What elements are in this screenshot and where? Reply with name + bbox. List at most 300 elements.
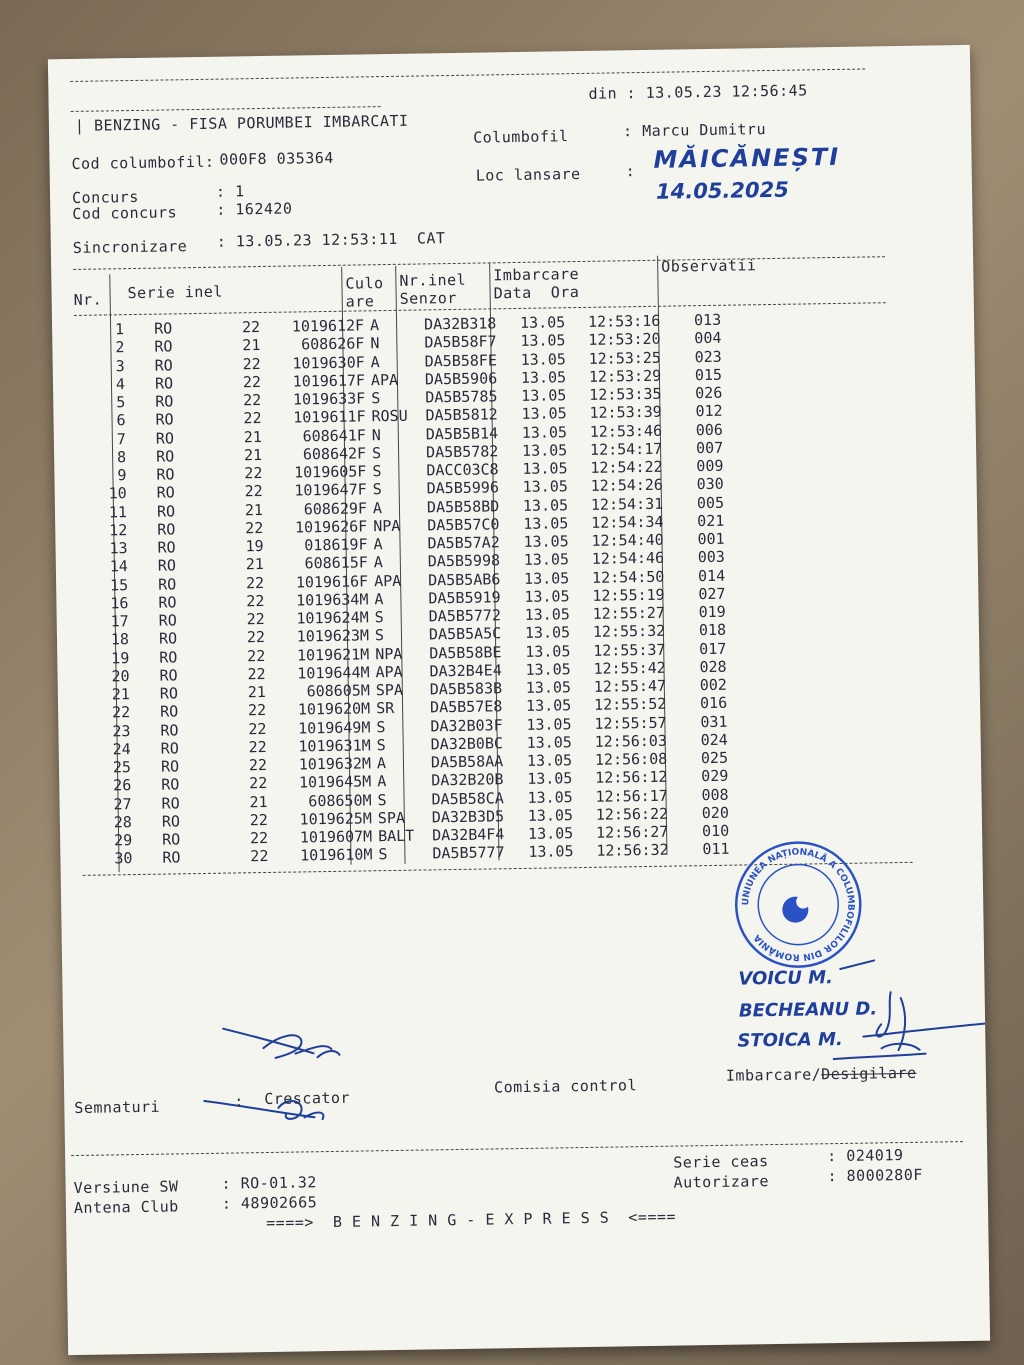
- loc-lansare-handwritten: MĂICĂNEȘTI: [653, 142, 841, 174]
- row-nr: 27: [113, 794, 132, 813]
- col-nr-header: Nr.: [73, 290, 103, 309]
- row-country: RO: [158, 593, 177, 612]
- row-country: RO: [159, 684, 179, 703]
- row-nr: 1: [114, 320, 125, 339]
- row-nr: 4: [115, 374, 126, 394]
- row-nr: 19: [111, 648, 130, 667]
- row-time: 12:55:57: [594, 713, 667, 733]
- row-nr: 9: [117, 466, 127, 485]
- row-observatii: 028: [699, 657, 727, 676]
- row-year: 22: [246, 609, 265, 629]
- concurs-value: : 1: [215, 182, 245, 201]
- row-nr: 11: [108, 502, 128, 521]
- row-color: SR: [375, 699, 395, 718]
- row-observatii: 026: [695, 383, 723, 403]
- row-color: A: [372, 498, 383, 517]
- row-observatii: 015: [694, 365, 723, 384]
- row-color: NPA: [375, 644, 403, 663]
- row-date: 13.05: [521, 386, 567, 405]
- row-date: 13.05: [525, 678, 572, 697]
- col-serie-header: Serie inel: [127, 282, 224, 303]
- row-ring-number: 1019605F: [294, 462, 367, 482]
- row-ring-number: 608626F: [301, 334, 365, 354]
- row-year: 22: [249, 810, 268, 829]
- row-color: S: [376, 735, 386, 754]
- row-time: 12:53:20: [588, 329, 661, 350]
- col-culoare-header-2: are: [345, 292, 375, 311]
- row-nr: 23: [112, 721, 131, 740]
- embarkation-sheet: [48, 45, 990, 1355]
- row-sensor: DA32B3D5: [431, 806, 505, 827]
- row-nr: 7: [116, 429, 126, 448]
- row-country: RO: [158, 629, 178, 648]
- row-ring-number: 1019649M: [298, 717, 371, 737]
- release-date-handwritten: 14.05.2025: [655, 177, 790, 204]
- row-observatii: 031: [700, 712, 728, 731]
- row-color: N: [370, 334, 380, 353]
- row-country: RO: [160, 702, 179, 721]
- row-date: 13.05: [525, 641, 571, 661]
- row-time: 12:55:19: [592, 585, 665, 605]
- row-color: ROSU: [371, 406, 408, 426]
- row-date: 13.05: [528, 842, 574, 862]
- row-year: 22: [244, 464, 263, 483]
- comisia-control-label: Comisia control: [493, 1076, 638, 1097]
- row-year: 22: [242, 354, 261, 373]
- row-country: RO: [161, 812, 181, 831]
- row-year: 22: [250, 847, 269, 866]
- row-color: A: [377, 772, 387, 791]
- row-observatii: 021: [697, 511, 725, 530]
- sincronizare-value: : 13.05.23 12:53:11 CAT: [216, 229, 446, 251]
- row-date: 13.05: [526, 714, 572, 734]
- antena-value: : 48902665: [221, 1193, 318, 1213]
- row-ring-number: 1019620M: [297, 699, 371, 719]
- document-title: | BENZING - FISA PORUMBEI IMBARCATI: [74, 111, 409, 135]
- row-time: 12:55:42: [593, 658, 666, 678]
- row-time: 12:55:32: [592, 621, 666, 642]
- row-date: 13.05: [527, 824, 574, 843]
- row-year: 22: [248, 719, 267, 738]
- row-time: 12:54:34: [591, 512, 664, 532]
- row-sensor: DA5B57E8: [429, 697, 503, 717]
- row-time: 12:56:12: [595, 767, 668, 788]
- row-nr: 15: [109, 575, 129, 594]
- row-nr: 14: [109, 557, 128, 576]
- club-stamp: [732, 839, 864, 971]
- cod-columbofil-value: 000F8 035364: [219, 148, 334, 169]
- row-ring-number: 1019634M: [296, 590, 369, 610]
- loc-lansare-label: Loc lansare: [475, 164, 581, 185]
- row-nr: 6: [116, 411, 126, 430]
- row-country: RO: [161, 775, 180, 794]
- row-ring-number: 1019631M: [298, 736, 371, 756]
- row-observatii: 024: [700, 730, 728, 749]
- row-country: RO: [156, 483, 175, 502]
- row-country: RO: [157, 538, 176, 557]
- row-sensor: DA5B57A2: [427, 533, 500, 553]
- row-time: 12:54:17: [589, 439, 663, 459]
- row-date: 13.05: [527, 769, 573, 789]
- col-imbarcare-header: Imbarcare: [493, 265, 580, 285]
- row-country: RO: [160, 757, 180, 776]
- row-year: 21: [242, 336, 261, 355]
- row-ring-number: 1019625M: [299, 809, 372, 829]
- row-time: 12:54:26: [590, 475, 664, 496]
- row-ring-number: 608615F: [304, 553, 368, 573]
- row-ring-number: 608642F: [302, 444, 367, 464]
- antena-label: Antena Club: [73, 1197, 179, 1218]
- imbarcare-desigilare-label: [726, 1064, 917, 1085]
- row-nr: 2: [115, 338, 125, 357]
- row-time: 12:55:52: [593, 694, 667, 715]
- row-time: 12:53:16: [587, 311, 661, 331]
- row-date: 13.05: [523, 513, 569, 533]
- row-nr: 24: [112, 739, 131, 759]
- crescator-signature-1: [223, 1027, 339, 1059]
- row-date: 13.05: [521, 422, 568, 442]
- row-year: 22: [241, 318, 261, 337]
- row-country: RO: [155, 392, 174, 411]
- row-observatii: 006: [695, 420, 724, 439]
- row-country: RO: [162, 848, 181, 867]
- print-date: din : 13.05.23 12:56:45: [588, 81, 808, 103]
- row-sensor: DA32B318: [423, 314, 497, 334]
- row-year: 22: [242, 372, 262, 392]
- row-observatii: 004: [694, 329, 722, 348]
- row-time: 12:55:37: [593, 640, 666, 660]
- row-sensor: DA32B20B: [431, 770, 504, 790]
- row-sensor: DA5B58BE: [429, 642, 502, 662]
- row-nr: 29: [113, 831, 133, 850]
- row-country: RO: [153, 319, 173, 338]
- row-nr: 21: [111, 685, 131, 704]
- row-year: 22: [249, 774, 268, 793]
- row-year: 22: [247, 701, 267, 720]
- row-observatii: 025: [700, 748, 729, 768]
- row-color: S: [374, 608, 384, 627]
- row-ring-number: 1019611F: [293, 407, 366, 427]
- row-sensor: DACC03C8: [426, 460, 499, 480]
- row-country: RO: [155, 428, 175, 448]
- row-color: S: [377, 790, 387, 809]
- table-top-rule: [73, 256, 885, 270]
- row-time: 12:54:40: [591, 530, 664, 550]
- row-country: RO: [154, 374, 174, 393]
- row-sensor: DA5B5998: [427, 551, 501, 571]
- row-ring-number: 1019617F: [292, 371, 366, 391]
- row-year: 22: [246, 591, 265, 611]
- row-date: 13.05: [526, 751, 573, 770]
- row-sensor: DA5B5996: [426, 478, 500, 498]
- row-sensor: DA5B5777: [432, 843, 505, 863]
- row-date: 13.05: [522, 495, 569, 515]
- row-color: S: [378, 845, 388, 864]
- row-year: 21: [247, 682, 266, 702]
- row-ring-number: 1019616F: [295, 571, 369, 591]
- row-date: 13.05: [520, 331, 566, 351]
- row-observatii: 027: [698, 584, 726, 603]
- row-color: SPA: [377, 808, 406, 827]
- cod-columbofil-label: Cod columbofil:: [71, 152, 215, 173]
- benzing-express-brand: ====> B E N Z I N G - E X P R E S S <====: [266, 1207, 677, 1233]
- row-observatii: 010: [701, 821, 730, 841]
- row-nr: 30: [114, 849, 133, 868]
- columbofil-label: Columbofil: [473, 127, 569, 147]
- row-date: 13.05: [520, 349, 566, 369]
- row-ring-number: 1019624M: [296, 608, 369, 628]
- row-country: RO: [157, 556, 177, 575]
- row-time: 12:53:25: [588, 348, 662, 368]
- row-nr: 25: [112, 758, 132, 777]
- row-year: 21: [249, 792, 268, 811]
- row-ring-number: 1019632M: [298, 754, 372, 774]
- row-nr: 8: [116, 447, 127, 467]
- crescator-label: Crescator: [264, 1088, 351, 1109]
- row-nr: 28: [113, 812, 133, 832]
- versiune-value: : RO-01.32: [221, 1173, 318, 1193]
- row-country: RO: [156, 465, 175, 484]
- row-ring-number: 608641F: [302, 425, 366, 445]
- row-ring-number: 018619F: [304, 535, 368, 555]
- row-color: APA: [370, 370, 399, 390]
- row-observatii: 023: [694, 347, 722, 366]
- desigilare-label: Desigilare: [821, 1063, 917, 1084]
- row-year: 22: [245, 573, 265, 592]
- row-time: 12:53:35: [589, 384, 662, 404]
- row-sensor: DA5B58AA: [430, 752, 504, 772]
- row-date: 13.05: [526, 732, 572, 752]
- row-nr: 3: [115, 356, 125, 375]
- row-ring-number: 608605M: [306, 681, 370, 701]
- sincronizare-label: Sincronizare: [72, 237, 188, 257]
- row-country: RO: [161, 793, 180, 813]
- row-year: 22: [247, 646, 266, 665]
- row-year: 22: [245, 518, 264, 538]
- serie-ceas-label: Serie ceas: [673, 1152, 769, 1172]
- row-sensor: DA5B58CA: [431, 788, 504, 808]
- row-time: 12:53:46: [589, 421, 663, 441]
- row-ring-number: 1019633F: [292, 389, 366, 409]
- row-color: S: [376, 717, 386, 736]
- semnaturi-label: Semnaturi: [74, 1097, 161, 1118]
- row-time: 12:53:39: [589, 402, 662, 423]
- row-observatii: 003: [697, 547, 726, 567]
- row-color: A: [373, 553, 383, 572]
- row-year: 22: [244, 482, 263, 501]
- row-nr: 17: [110, 612, 129, 631]
- row-country: RO: [156, 501, 176, 521]
- row-date: 13.05: [523, 550, 570, 570]
- row-time: 12:54:46: [591, 548, 665, 569]
- row-year: 22: [243, 409, 262, 428]
- row-date: 13.05: [519, 313, 566, 332]
- row-nr: 22: [111, 703, 131, 722]
- row-country: RO: [154, 355, 173, 375]
- imbarcare-label: Imbarcare/: [725, 1065, 822, 1085]
- row-ring-number: 1019626F: [294, 517, 368, 537]
- row-observatii: 012: [695, 402, 723, 421]
- row-year: 22: [248, 737, 267, 757]
- row-year: 22: [249, 828, 269, 848]
- row-color: S: [371, 443, 382, 463]
- commission-name-2: BECHEANU D.: [738, 998, 878, 1022]
- row-date: 13.05: [521, 440, 568, 460]
- row-ring-number: 608629F: [303, 498, 368, 518]
- row-observatii: 002: [699, 675, 728, 695]
- row-color: S: [374, 626, 385, 645]
- row-date: 13.05: [523, 532, 569, 551]
- row-year: 22: [247, 664, 266, 684]
- row-year: 21: [244, 500, 264, 519]
- row-sensor: DA32B4F4: [431, 825, 505, 845]
- row-year: 19: [245, 536, 264, 556]
- row-ring-number: 1019621M: [296, 644, 370, 664]
- row-year: 21: [243, 445, 263, 465]
- row-sensor: DA5B5782: [425, 442, 499, 462]
- row-ring-number: 608650M: [308, 790, 372, 810]
- row-date: 13.05: [523, 568, 570, 588]
- row-country: RO: [157, 574, 177, 594]
- row-date: 13.05: [524, 586, 570, 606]
- row-date: 13.05: [522, 459, 568, 478]
- row-country: RO: [159, 647, 178, 667]
- top-rule: [70, 68, 865, 81]
- row-ring-number: 1019630F: [292, 352, 365, 373]
- row-year: 22: [246, 628, 266, 647]
- row-sensor: DA5B5812: [425, 405, 498, 425]
- row-date: 13.05: [525, 659, 571, 679]
- row-date: 13.05: [527, 787, 573, 807]
- row-date: 13.05: [524, 605, 570, 624]
- row-time: 12:56:22: [595, 804, 669, 824]
- row-time: 12:54:22: [590, 457, 663, 477]
- row-color: BALT: [377, 826, 415, 846]
- cod-concurs-value: : 162420: [216, 199, 293, 219]
- row-time: 12:56:17: [595, 786, 668, 806]
- row-sensor: DA5B5A5C: [428, 624, 502, 644]
- title-rule: [71, 106, 381, 112]
- row-ring-number: 1019610M: [300, 845, 373, 865]
- row-observatii: 007: [695, 438, 724, 457]
- row-sensor: DA32B03F: [430, 715, 503, 735]
- row-observatii: 019: [698, 602, 726, 622]
- row-nr: 16: [110, 593, 129, 613]
- row-country: RO: [155, 447, 175, 466]
- col-culoare-header-1: Culo: [345, 274, 384, 293]
- versiune-label: Versiune SW: [73, 1177, 179, 1198]
- row-color: APA: [375, 662, 403, 681]
- semnaturi-colon: :: [234, 1092, 244, 1111]
- concurs-label: Concurs: [71, 187, 139, 207]
- row-observatii: 001: [697, 529, 725, 549]
- row-color: A: [370, 352, 380, 371]
- row-observatii: 009: [696, 456, 724, 476]
- row-color: A: [374, 589, 384, 609]
- row-country: RO: [157, 520, 176, 539]
- autorizare-label: Autorizare: [673, 1172, 770, 1192]
- row-nr: 12: [109, 520, 128, 540]
- row-time: 12:56:27: [595, 822, 669, 842]
- col-nrinel-header: Nr.inel: [399, 270, 467, 290]
- row-date: 13.05: [525, 696, 572, 716]
- row-ring-number: 1019644M: [297, 663, 370, 683]
- row-nr: 18: [110, 630, 130, 649]
- row-color: A: [376, 754, 387, 773]
- row-nr: 13: [109, 539, 128, 558]
- row-sensor: DA5B57C0: [427, 515, 500, 535]
- row-country: RO: [160, 720, 179, 740]
- row-sensor: DA5B58F7: [424, 332, 497, 352]
- row-date: 13.05: [524, 623, 571, 643]
- row-observatii: 017: [699, 639, 727, 658]
- row-country: RO: [158, 611, 177, 630]
- row-observatii: 020: [701, 803, 730, 822]
- row-sensor: DA5B58FE: [424, 350, 498, 370]
- row-sensor: DA5B5906: [424, 369, 498, 389]
- row-time: 12:55:27: [592, 603, 666, 623]
- row-color: S: [372, 480, 382, 499]
- row-sensor: DA32B0BC: [430, 734, 504, 754]
- row-time: 12:55:47: [593, 676, 667, 696]
- row-sensor: DA5B583B: [429, 679, 503, 699]
- row-sensor: DA5B5785: [425, 387, 498, 407]
- row-color: S: [372, 462, 382, 481]
- row-nr: 10: [108, 484, 127, 503]
- row-observatii: 013: [693, 310, 722, 330]
- row-observatii: 029: [701, 766, 729, 786]
- row-date: 13.05: [527, 805, 574, 825]
- row-country: RO: [154, 337, 173, 356]
- row-time: 12:53:29: [588, 366, 662, 386]
- col-observatii-header: Observatii: [661, 256, 757, 276]
- row-ring-number: 1019607M: [299, 827, 373, 847]
- row-country: RO: [160, 739, 179, 758]
- row-observatii: 030: [696, 475, 724, 494]
- row-observatii: 005: [696, 493, 725, 512]
- row-nr: 20: [111, 666, 130, 686]
- row-color: S: [371, 389, 381, 408]
- cod-concurs-label: Cod concurs: [72, 203, 178, 223]
- row-observatii: 018: [698, 620, 727, 640]
- row-ring-number: 1019645M: [298, 772, 372, 792]
- row-observatii: 011: [702, 839, 730, 859]
- col-senzor-header: Senzor: [399, 288, 458, 308]
- row-time: 12:56:03: [594, 731, 668, 751]
- row-sensor: DA5B5AB6: [427, 569, 501, 589]
- row-sensor: DA5B58BD: [426, 496, 500, 516]
- row-observatii: 016: [699, 693, 728, 713]
- commission-name-1: VOICU M.: [738, 967, 834, 990]
- row-year: 21: [243, 427, 262, 446]
- row-date: 13.05: [520, 367, 567, 387]
- row-date: 13.05: [521, 404, 567, 424]
- title-text: BENZING - FISA PORUMBEI IMBARCATI: [93, 111, 409, 135]
- row-ring-number: 1019647F: [294, 480, 367, 500]
- col-data-ora-header: Data Ora: [493, 283, 580, 303]
- row-time: 12:54:50: [591, 567, 665, 587]
- row-time: 12:56:32: [596, 840, 669, 861]
- row-sensor: DA5B5919: [428, 588, 501, 608]
- serie-ceas-value: : 024019: [827, 1146, 904, 1166]
- row-color: APA: [373, 571, 402, 590]
- row-observatii: 014: [697, 566, 726, 585]
- row-sensor: DA32B4E4: [429, 661, 502, 681]
- row-time: 12:54:31: [590, 494, 664, 514]
- loc-lansare-colon: :: [625, 162, 636, 181]
- row-country: RO: [159, 666, 178, 685]
- row-year: 22: [248, 755, 268, 775]
